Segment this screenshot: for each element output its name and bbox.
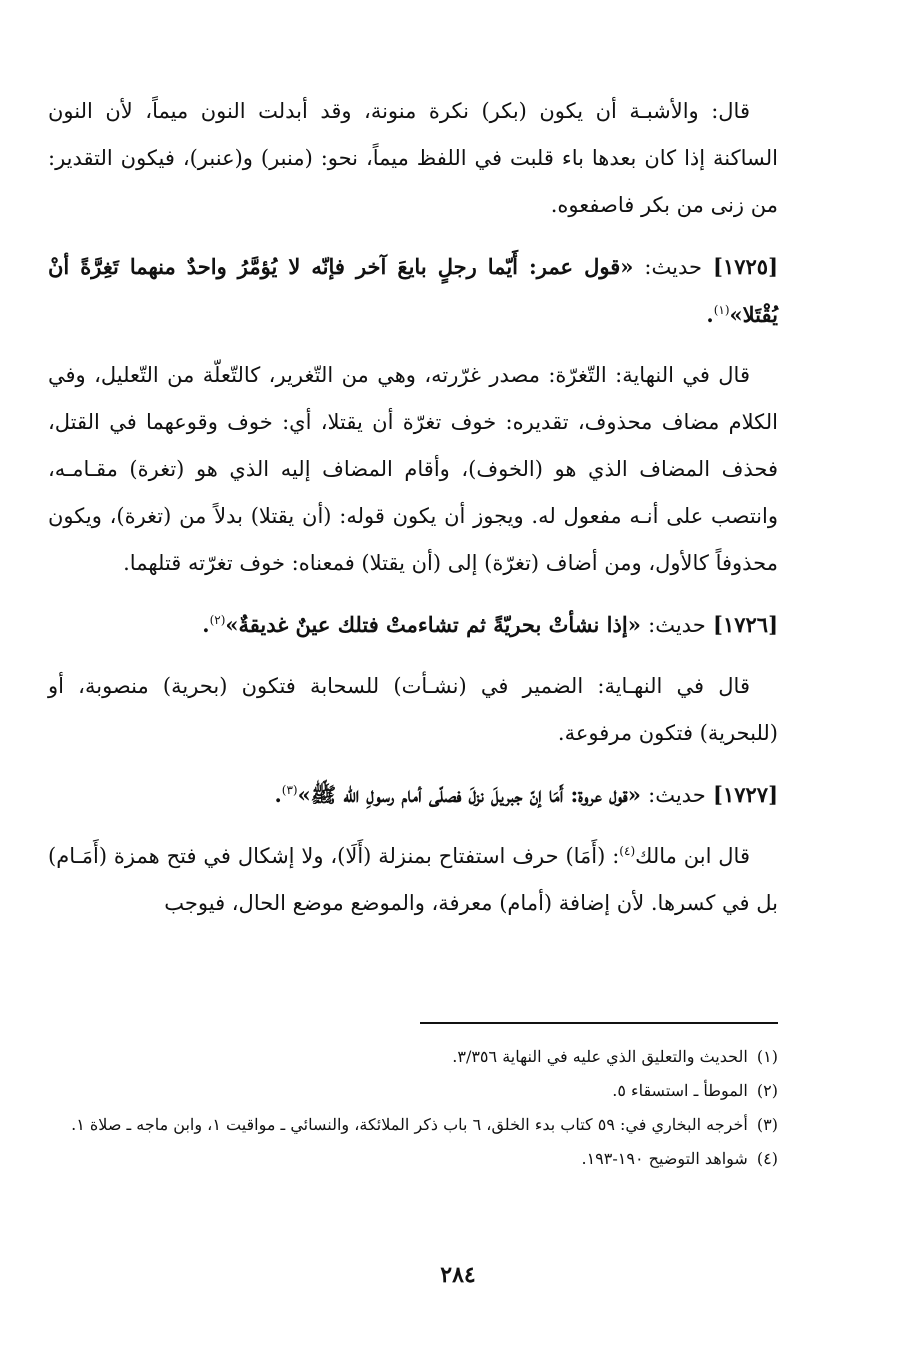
hadith-text: «قول عمر: أَيّما رجلٍ بايعَ آخر فإنّه لا يُؤمَّرُ واحدٌ منهما تَغِرَّةً أنْ يُقْتَلا»: [48, 254, 778, 327]
footnote-ref: (٣): [281, 783, 298, 797]
footnote-ref: (٤): [619, 844, 636, 858]
footnote-number: (٤): [756, 1149, 778, 1168]
hadith-number: [١٧٢٧]: [713, 782, 778, 807]
footnote-number: (١): [756, 1047, 778, 1066]
hadith-text: «قول عروة: أَمَا إنّ جبريلَ نزلَ فصلّى أمام رسولِ الله ﷺ»: [297, 782, 641, 807]
footnote-ref: (٢): [209, 613, 226, 627]
paragraph-1: قال: والأشبـة أن يكون (بكر) نكرة منونة، وقد أبدلت النون ميماً، لأن النون الساكنة إذا كان بعدها باء قلبت في اللفظ ميماً، نحو: (منبر) و(عنبر)، فيكون التقدير: من زنى من بكر فاصفعوه.: [48, 99, 778, 217]
hadith-label: حديث:: [644, 255, 702, 279]
hadith-number: [١٧٢٥]: [713, 254, 779, 279]
hadith-1727: [١٧٢٧] حديث: «قول عروة: أَمَا إنّ جبريلَ نزلَ فصلّى أمام رسولِ الله ﷺ»$^{(٣)}$.: [274, 782, 778, 807]
hadith-label: حديث:: [648, 613, 706, 637]
footnotes: [48, 1040, 778, 1176]
footnote-2: [48, 1074, 778, 1108]
hadith-1725: [١٧٢٥] حديث: «قول عمر: أَيّما رجلٍ بايعَ آخر فإنّه لا يُؤمَّرُ واحدٌ منهما تَغِرَّةً أنْ يُقْتَلا»$^{(١)}$.: [48, 254, 779, 327]
footnote-number: (٢): [756, 1081, 778, 1100]
footnote-text: أخرجه البخاري في: ٥٩ كتاب بدء الخلق، ٦ باب ذكر الملائكة، والنسائي ـ مواقيت ١، وابن ماجه ـ صلاة ١.: [71, 1115, 748, 1134]
hadith-text: «إذا نشأتْ بحريّةً ثم تشاءمتْ فتلك عينٌ غديقةٌ»: [225, 612, 641, 637]
footnote-3: [48, 1108, 778, 1142]
footnote-divider: [420, 1022, 778, 1024]
paragraph-2: قال في النهاية: التّغرّة: مصدر غرّرته، وهي من التّغرير، كالتّعلّة من التّعليل، وفي الكلام مضاف محذوف، تقديره: خوف تغرّة أن يقتلا، أي: خوف وقوعهما في القتل، فحذف المضاف الذي هو (الخوف)، وأقام المضاف إليه الذي هو (تغرة) مقـامـه، وانتصب على أنـه مفعول له. ويجوز أن يكون قوله: (أن يقتلا) بدلاً من (تغرة)، ويكون محذوفاً كالأول، ومن أضاف (تغرّة) إلى (أن يقتلا) فمعناه: خوف تغرّته قتلهما.: [48, 363, 778, 575]
footnote-text: الحديث والتعليق الذي عليه في النهاية ٣/٣٥٦.: [452, 1047, 748, 1066]
hadith-1726: [١٧٢٦] حديث: «إذا نشأتْ بحريّةً ثم تشاءمتْ فتلك عينٌ غديقةٌ»$^{(٢)}$.: [202, 612, 778, 637]
hadith-number: [١٧٢٦]: [713, 612, 778, 637]
footnote-ref: (١): [713, 303, 730, 317]
paragraph-4-start: قال ابن مالك: [635, 844, 750, 868]
page-number: ٢٨٤: [440, 1262, 476, 1288]
footnote-4: [48, 1142, 778, 1176]
main-text: [48, 88, 778, 941]
footnote-text: شواهد التوضيح ١٩٠-١٩٣.: [581, 1149, 748, 1168]
hadith-label: حديث:: [648, 783, 706, 807]
footnote-number: (٣): [756, 1115, 778, 1134]
paragraph-4-rest: : (أَمَا) حرف استفتاح بمنزلة (أَلَا)، ولا إشكال في فتح همزة (أَمَـام) بل في كسرها. لأن إضافة (أمام) معرفة، والموضع موضع الحال، فيوجب: [48, 844, 778, 915]
paragraph-3: قال في النهـاية: الضمير في (نشـأت) للسحابة فتكون (بحرية) منصوبة، أو (للبحرية) فتكون مرفوعة.: [48, 674, 778, 745]
paragraph-4: [48, 833, 778, 927]
footnote-1: [48, 1040, 778, 1074]
footnote-text: الموطأ ـ استسقاء ٥.: [612, 1081, 748, 1100]
